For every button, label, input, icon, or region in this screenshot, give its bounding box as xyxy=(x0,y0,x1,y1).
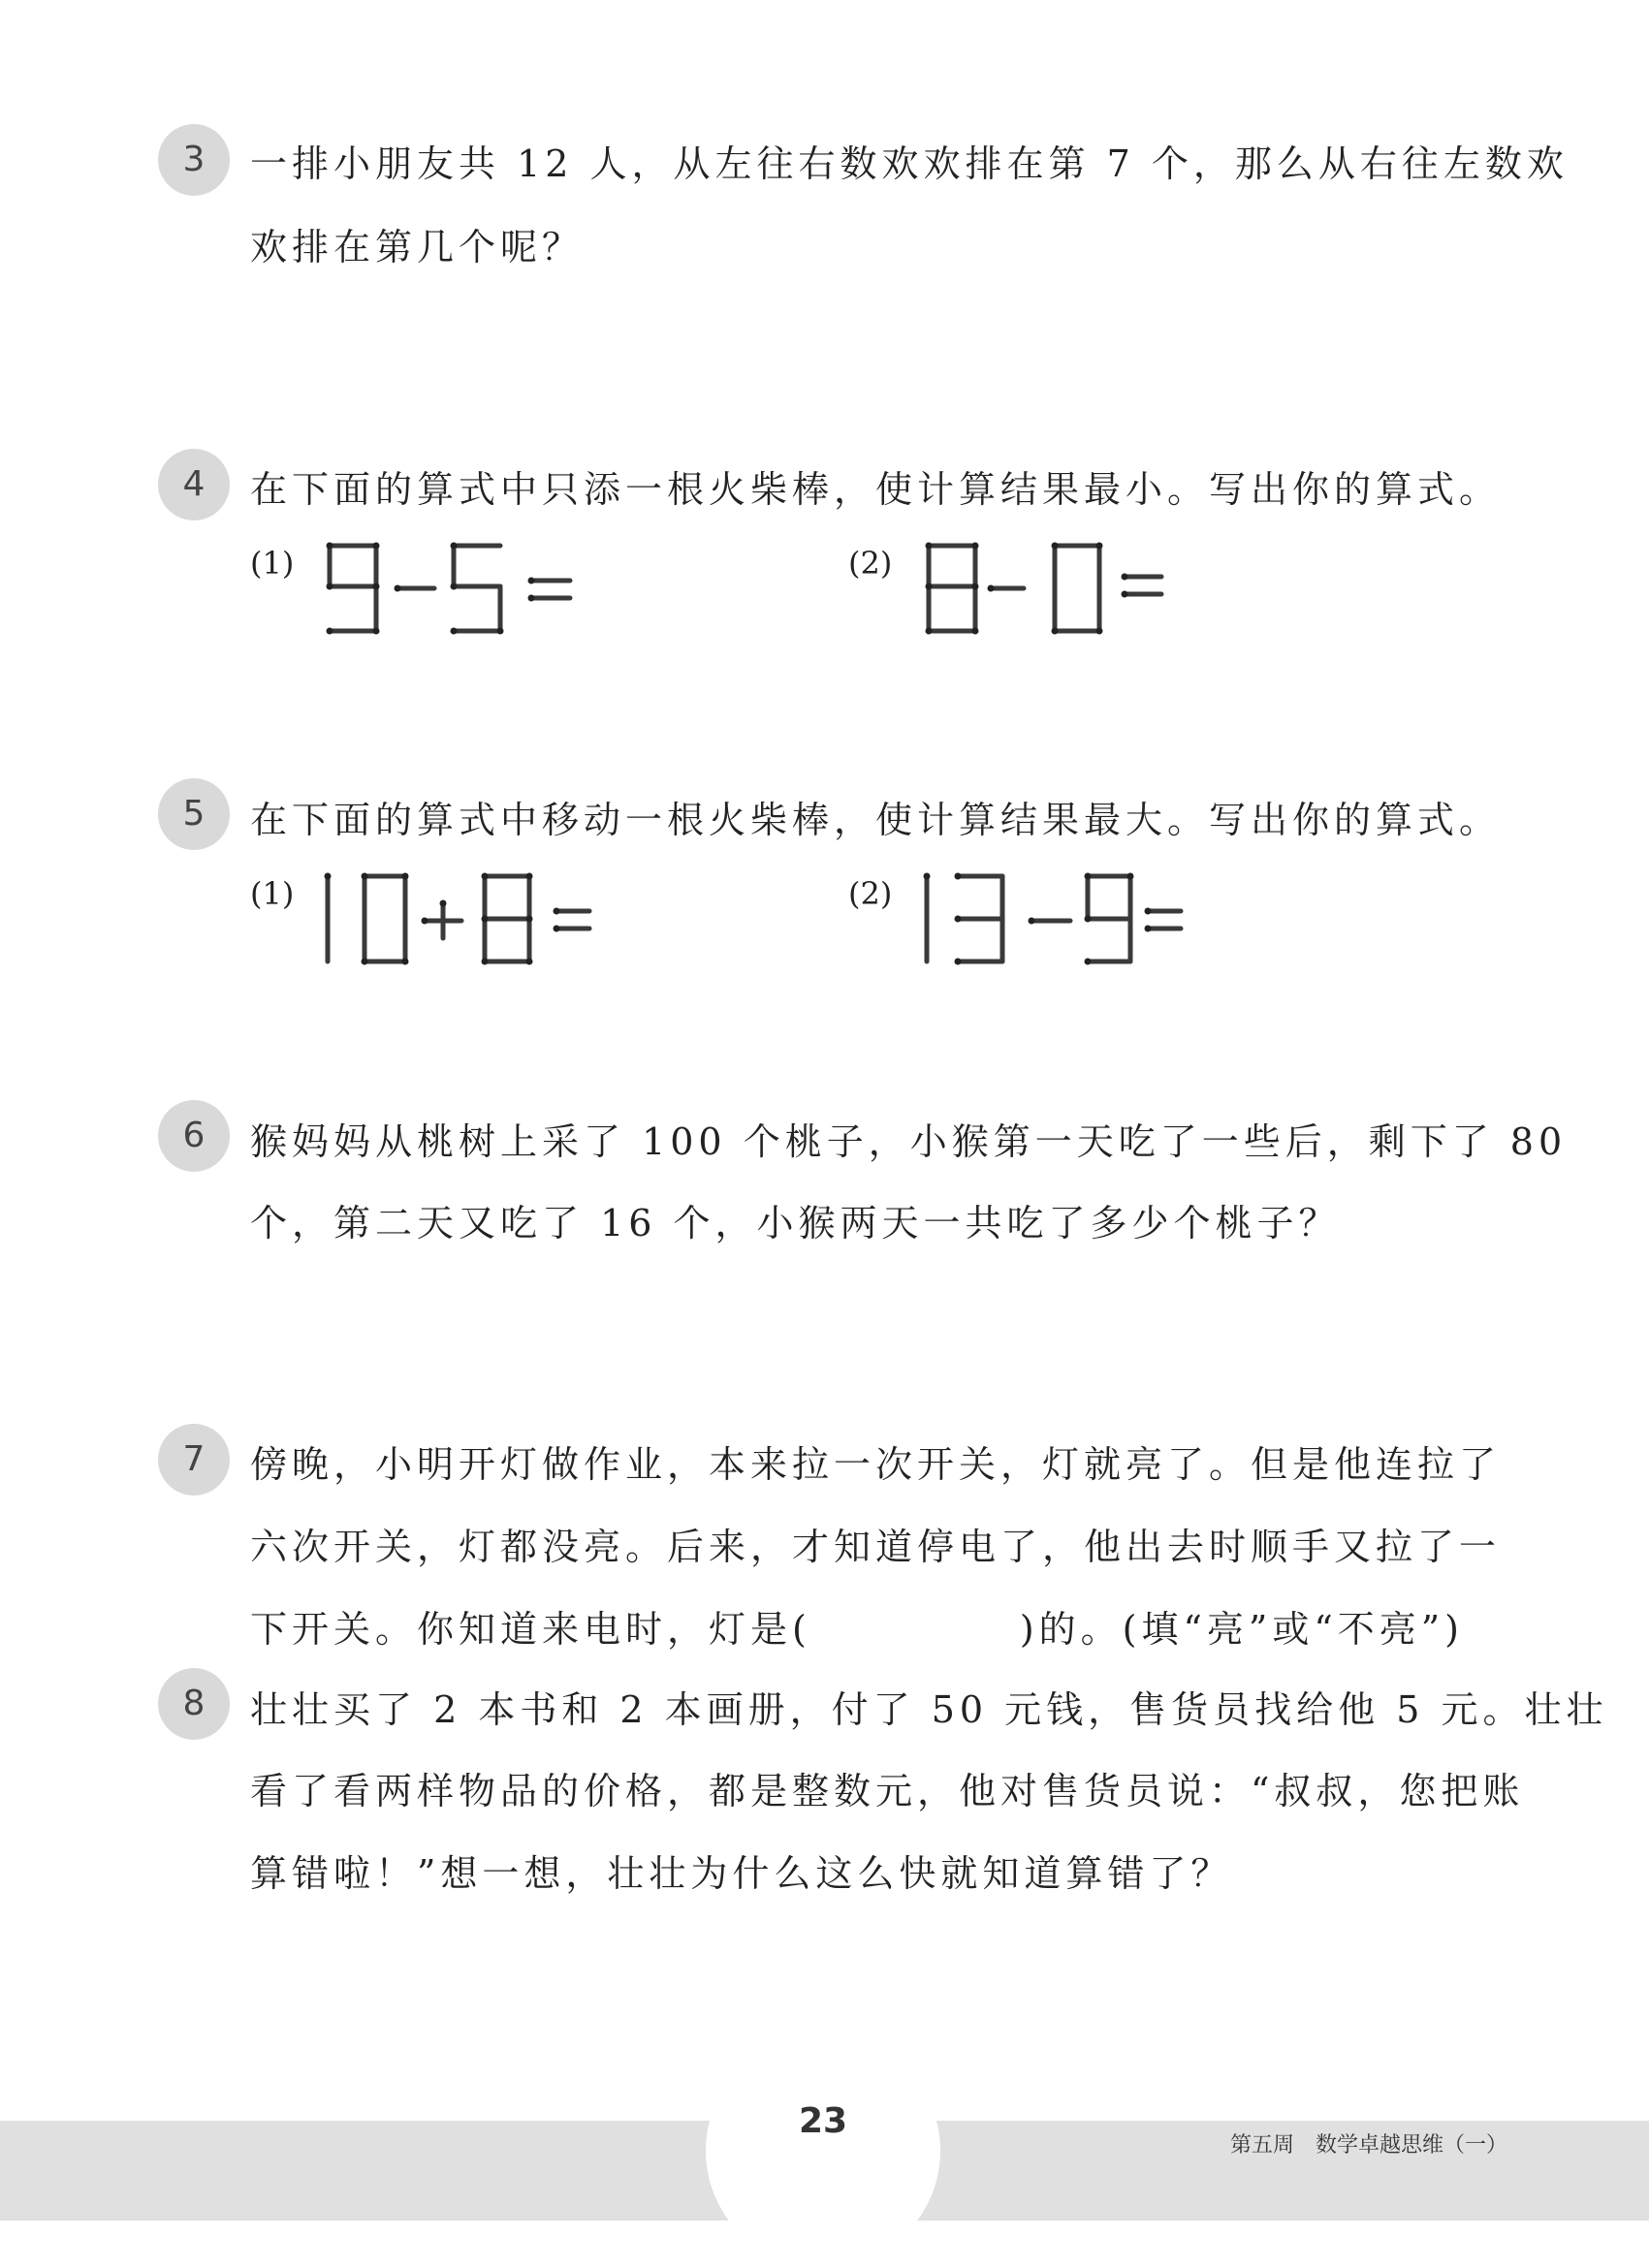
question-text-line: 看了看两样物品的价格，都是整数元，他对售货员说：“叔叔，您把账 xyxy=(250,1770,1525,1812)
part-label: (2) xyxy=(848,545,893,582)
part-label: (1) xyxy=(250,875,295,912)
question-text-line: 算错啦！”想一想，壮壮为什么这么快就知道算错了？ xyxy=(250,1852,1233,1895)
page-number: 23 xyxy=(798,2101,848,2141)
question-text-line: 一排小朋友共 12 人，从左往右数欢欢排在第 7 个，那么从右往左数欢 xyxy=(250,142,1569,185)
question-text-line: 个，第二天又吃了 16 个，小猴两天一共吃了多少个桃子？ xyxy=(250,1202,1341,1244)
question-text-line: 猴妈妈从桃树上采了 100 个桃子，小猴第一天吃了一些后，剩下了 80 xyxy=(250,1120,1568,1163)
question-number-badge: 5 xyxy=(158,778,230,850)
question-number-badge: 4 xyxy=(158,449,230,520)
question-number-badge: 7 xyxy=(158,1424,230,1496)
question-number-badge: 3 xyxy=(158,124,230,196)
question-text-line: 壮壮买了 2 本书和 2 本画册，付了 50 元钱，售货员找给他 5 元。壮壮 xyxy=(250,1688,1608,1731)
question-text-line: 在下面的算式中移动一根火柴棒，使计算结果最大。写出你的算式。 xyxy=(250,799,1502,841)
matchstick-equation-8-0 xyxy=(919,538,1190,645)
question-number-badge: 6 xyxy=(158,1100,230,1172)
footer-title: 第五周 数学卓越思维（一） xyxy=(1229,2133,1507,2158)
matchstick-equation-10+8 xyxy=(318,868,609,975)
question-text-line: 下开关。你知道来电时，灯是( )的。(填“亮”或“不亮”) xyxy=(250,1608,1465,1651)
part-label: (2) xyxy=(848,875,893,912)
matchstick-equation-9-5 xyxy=(320,538,591,645)
question-text-line: 欢排在第几个呢？ xyxy=(250,226,585,268)
part-label: (1) xyxy=(250,545,295,582)
matchstick-equation-13-9 xyxy=(915,868,1196,975)
question-text-line: 在下面的算式中只添一根火柴棒，使计算结果最小。写出你的算式。 xyxy=(250,468,1502,511)
question-text-line: 傍晚，小明开灯做作业，本来拉一次开关，灯就亮了。但是他连拉了 xyxy=(250,1443,1502,1486)
question-text-line: 六次开关，灯都没亮。后来，才知道停电了，他出去时顺手又拉了一 xyxy=(250,1526,1502,1568)
question-number-badge: 8 xyxy=(158,1668,230,1740)
page-number-circle xyxy=(706,2033,940,2268)
